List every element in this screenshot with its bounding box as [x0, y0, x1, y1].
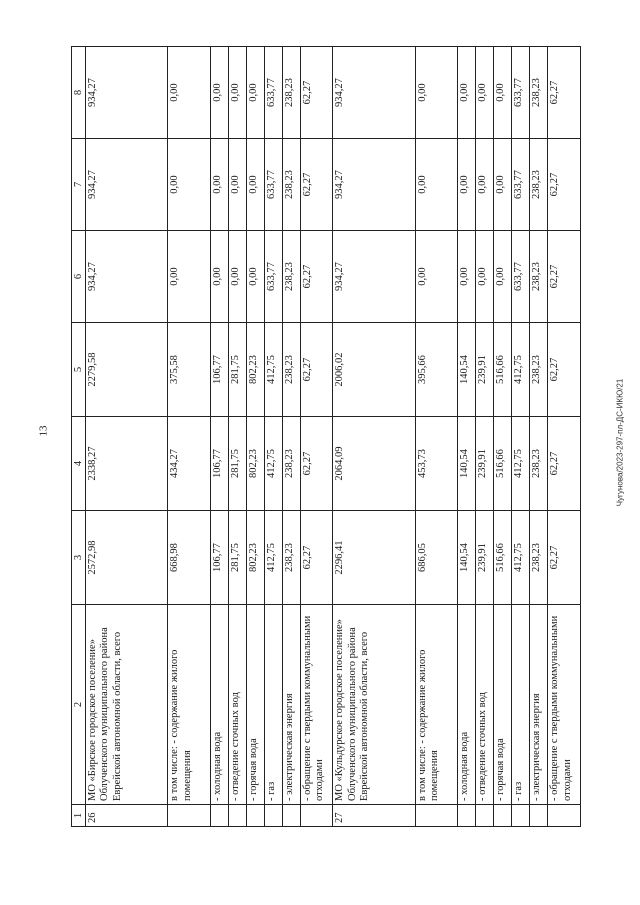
value-cell: 0,00: [458, 231, 476, 323]
table-row: [530, 47, 548, 827]
value-cell: 934,27: [333, 47, 415, 139]
value-cell: 281,75: [228, 511, 246, 605]
value-cell: 281,75: [228, 323, 246, 417]
value-cell: 106,77: [210, 323, 228, 417]
row-number-cell: [168, 805, 210, 827]
value-cell: 238,23: [530, 47, 548, 139]
value-cell: 2572,98: [86, 511, 168, 605]
value-cell: 0,00: [494, 47, 512, 139]
value-cell: 412,75: [512, 511, 530, 605]
row-label-cell: - газ: [512, 605, 530, 805]
row-number-cell: [228, 805, 246, 827]
table-wrapper: [71, 47, 581, 827]
row-number-cell: [282, 805, 300, 827]
value-cell: 633,77: [512, 231, 530, 323]
value-cell: 62,27: [548, 323, 581, 417]
row-number-cell: [264, 805, 282, 827]
value-cell: 0,00: [228, 47, 246, 139]
value-cell: 0,00: [246, 47, 264, 139]
row-label-cell: - холодная вода: [458, 605, 476, 805]
table-row: [210, 47, 228, 827]
value-cell: 934,27: [86, 231, 168, 323]
row-label-cell: - отведение сточных вод: [476, 605, 494, 805]
value-cell: 0,00: [415, 139, 457, 231]
value-cell: 0,00: [476, 139, 494, 231]
value-cell: 633,77: [512, 47, 530, 139]
value-cell: 0,00: [415, 231, 457, 323]
value-cell: 238,23: [282, 511, 300, 605]
value-cell: 140,54: [458, 511, 476, 605]
value-cell: 0,00: [210, 231, 228, 323]
tariff-table: [71, 46, 581, 827]
value-cell: 0,00: [494, 139, 512, 231]
value-cell: 106,77: [210, 511, 228, 605]
value-cell: 0,00: [246, 139, 264, 231]
value-cell: 0,00: [476, 47, 494, 139]
value-cell: 239,91: [476, 511, 494, 605]
value-cell: 238,23: [282, 231, 300, 323]
value-cell: 395,66: [415, 323, 457, 417]
value-cell: 0,00: [168, 139, 210, 231]
value-cell: 2064,09: [333, 417, 415, 511]
row-label-cell: - электрическая энергия: [282, 605, 300, 805]
value-cell: 281,75: [228, 417, 246, 511]
table-row: [300, 47, 333, 827]
value-cell: 239,91: [476, 323, 494, 417]
value-cell: 434,27: [168, 417, 210, 511]
value-cell: 2338,27: [86, 417, 168, 511]
row-label-cell: - обращение с твердыми коммунальными отходами: [300, 605, 333, 805]
value-cell: 238,23: [530, 511, 548, 605]
value-cell: 0,00: [210, 47, 228, 139]
header-row: [72, 47, 86, 827]
table-body: [86, 47, 581, 827]
table-row: [246, 47, 264, 827]
row-label-cell: - холодная вода: [210, 605, 228, 805]
table-row: [168, 47, 210, 827]
page-number: 13: [37, 425, 50, 437]
value-cell: 934,27: [333, 231, 415, 323]
row-label-cell: - горячая вода: [494, 605, 512, 805]
table-row: [282, 47, 300, 827]
header-cell: 2: [72, 605, 86, 805]
value-cell: 62,27: [548, 231, 581, 323]
value-cell: 2006,02: [333, 323, 415, 417]
table-row: [415, 47, 457, 827]
value-cell: 633,77: [264, 47, 282, 139]
value-cell: 62,27: [300, 139, 333, 231]
row-label-cell: в том числе: - содержание жилого помещения: [415, 605, 457, 805]
value-cell: 238,23: [282, 47, 300, 139]
row-label-cell: МО «Бирское городское поселение» Облученского муниципального района Еврейской автономной области, всего: [86, 605, 168, 805]
row-number-cell: [494, 805, 512, 827]
value-cell: 802,23: [246, 323, 264, 417]
value-cell: 412,75: [264, 417, 282, 511]
row-number-cell: [548, 805, 581, 827]
row-number-cell: [458, 805, 476, 827]
header-cell: 4: [72, 417, 86, 511]
row-label-cell: - газ: [264, 605, 282, 805]
header-cell: 5: [72, 323, 86, 417]
row-number-cell: [300, 805, 333, 827]
value-cell: 62,27: [548, 47, 581, 139]
footer-code: Чугунова/2023-297-пл-ДС-ИКЮ/21: [615, 378, 625, 507]
value-cell: 238,23: [530, 417, 548, 511]
table-row: [476, 47, 494, 827]
value-cell: 375,58: [168, 323, 210, 417]
value-cell: 106,77: [210, 417, 228, 511]
value-cell: 62,27: [548, 511, 581, 605]
row-label-cell: - электрическая энергия: [530, 605, 548, 805]
value-cell: 516,66: [494, 511, 512, 605]
header-cell: 6: [72, 231, 86, 323]
value-cell: 62,27: [300, 47, 333, 139]
value-cell: 0,00: [415, 47, 457, 139]
table-row: [512, 47, 530, 827]
value-cell: 686,05: [415, 511, 457, 605]
value-cell: 0,00: [246, 231, 264, 323]
value-cell: 62,27: [300, 511, 333, 605]
value-cell: 2279,58: [86, 323, 168, 417]
row-label-cell: МО «Кульдурское городское поселение» Облученского муниципального района Еврейской автономной области, всего: [333, 605, 415, 805]
value-cell: 239,91: [476, 417, 494, 511]
row-label-cell: в том числе: - содержание жилого помещения: [168, 605, 210, 805]
table-row: [264, 47, 282, 827]
value-cell: 0,00: [210, 139, 228, 231]
value-cell: 238,23: [530, 139, 548, 231]
value-cell: 668,98: [168, 511, 210, 605]
value-cell: 238,23: [282, 139, 300, 231]
row-number-cell: [512, 805, 530, 827]
value-cell: 0,00: [228, 231, 246, 323]
table-row: [494, 47, 512, 827]
value-cell: 412,75: [264, 511, 282, 605]
value-cell: 238,23: [282, 323, 300, 417]
row-number-cell: [415, 805, 457, 827]
header-cell: 3: [72, 511, 86, 605]
row-number-cell: 27: [333, 805, 415, 827]
value-cell: 0,00: [476, 231, 494, 323]
value-cell: 516,66: [494, 323, 512, 417]
table-row: [548, 47, 581, 827]
value-cell: 62,27: [300, 417, 333, 511]
value-cell: 802,23: [246, 511, 264, 605]
value-cell: 0,00: [458, 139, 476, 231]
value-cell: 0,00: [168, 47, 210, 139]
value-cell: 140,54: [458, 323, 476, 417]
header-cell: 8: [72, 47, 86, 139]
value-cell: 412,75: [512, 417, 530, 511]
table-row: [333, 47, 415, 827]
value-cell: 453,73: [415, 417, 457, 511]
value-cell: 412,75: [512, 323, 530, 417]
value-cell: 516,66: [494, 417, 512, 511]
row-label-cell: - обращение с твердыми коммунальными отходами: [548, 605, 581, 805]
row-number-cell: 26: [86, 805, 168, 827]
value-cell: 0,00: [494, 231, 512, 323]
value-cell: 0,00: [458, 47, 476, 139]
row-number-cell: [530, 805, 548, 827]
value-cell: 412,75: [264, 323, 282, 417]
value-cell: 238,23: [282, 417, 300, 511]
value-cell: 934,27: [333, 139, 415, 231]
table-row: [228, 47, 246, 827]
value-cell: 0,00: [228, 139, 246, 231]
value-cell: 633,77: [512, 139, 530, 231]
row-number-cell: [210, 805, 228, 827]
value-cell: 140,54: [458, 417, 476, 511]
row-number-cell: [246, 805, 264, 827]
value-cell: 62,27: [548, 417, 581, 511]
value-cell: 62,27: [300, 323, 333, 417]
value-cell: 2296,41: [333, 511, 415, 605]
value-cell: 633,77: [264, 231, 282, 323]
row-label-cell: - отведение сточных вод: [228, 605, 246, 805]
value-cell: 0,00: [168, 231, 210, 323]
value-cell: 633,77: [264, 139, 282, 231]
table-row: [86, 47, 168, 827]
header-cell: 7: [72, 139, 86, 231]
table-row: [458, 47, 476, 827]
value-cell: 802,23: [246, 417, 264, 511]
value-cell: 934,27: [86, 139, 168, 231]
header-cell: 1: [72, 805, 86, 827]
value-cell: 934,27: [86, 47, 168, 139]
row-number-cell: [476, 805, 494, 827]
value-cell: 62,27: [300, 231, 333, 323]
value-cell: 238,23: [530, 231, 548, 323]
value-cell: 62,27: [548, 139, 581, 231]
row-label-cell: - горячая вода: [246, 605, 264, 805]
value-cell: 238,23: [530, 323, 548, 417]
